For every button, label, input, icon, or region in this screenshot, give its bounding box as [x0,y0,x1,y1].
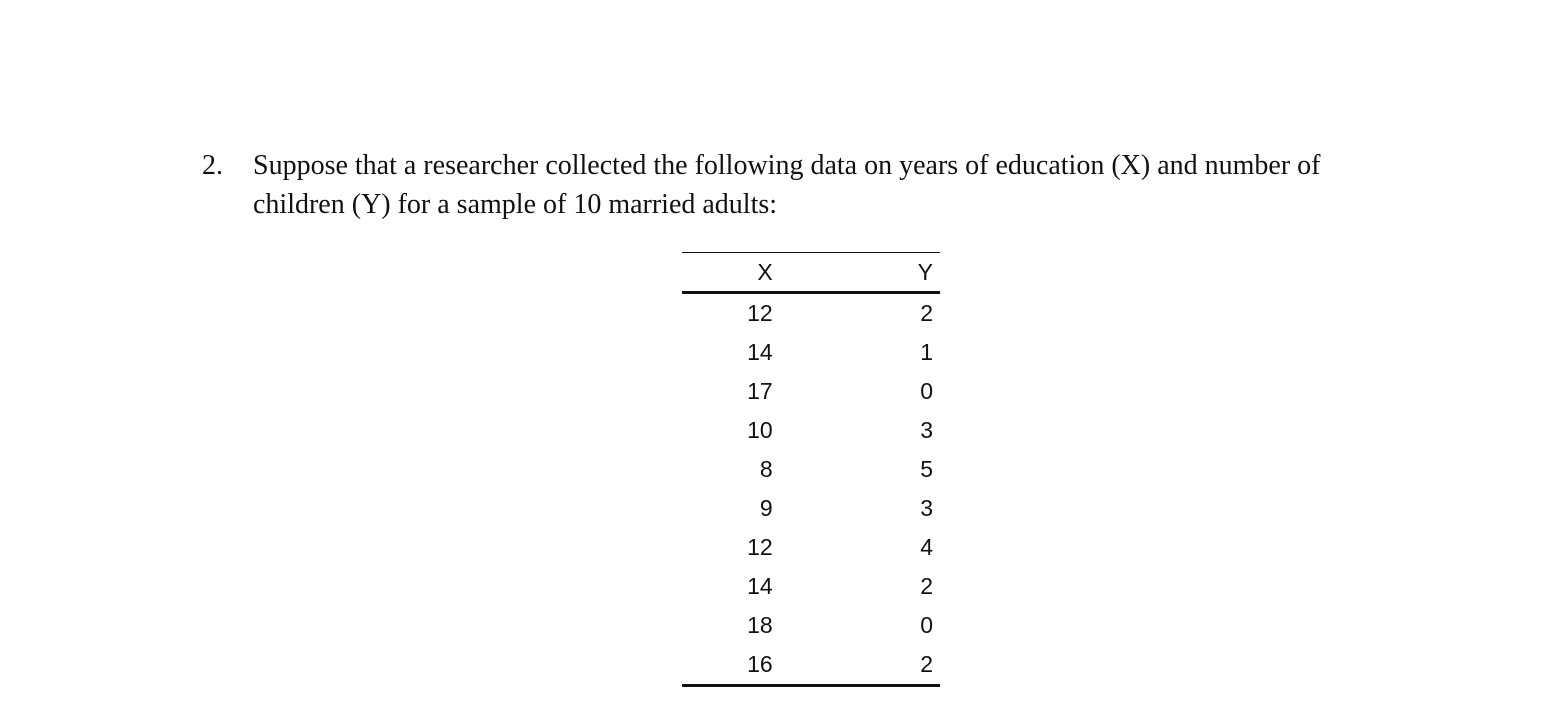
cell-y: 3 [920,417,933,443]
cell-y: 2 [920,651,933,677]
question-number: 2. [202,150,223,181]
table-row [682,528,940,567]
cell-y: 2 [920,573,933,599]
cell-y: 1 [920,339,933,365]
cell-x: 12 [747,300,773,326]
table-row [682,372,940,411]
table-row [682,333,940,372]
table-header-row [682,253,940,293]
cell-x: 18 [747,612,773,638]
table-row [682,567,940,606]
data-table [682,252,940,687]
cell-x: 14 [747,573,773,599]
cell-x: 12 [747,534,773,560]
cell-x: 16 [747,651,773,677]
cell-y: 2 [920,300,933,326]
cell-x: 10 [747,417,773,443]
table-row [682,606,940,645]
cell-y: 0 [920,612,933,638]
cell-x: 9 [759,495,773,521]
cell-y: 4 [920,534,933,560]
cell-x: 14 [747,339,773,365]
table-row [682,489,940,528]
table-row [682,411,940,450]
cell-y: 3 [920,495,933,521]
table-row [682,293,940,334]
table-row [682,450,940,489]
cell-x: 17 [747,378,773,404]
table-row [682,645,940,686]
cell-y: 5 [920,456,933,482]
header-y: Y [917,258,933,285]
cell-x: 8 [759,456,773,482]
header-x: X [757,258,773,285]
question-text: Suppose that a researcher collected the following data on years of education (X) and number of children (Y) for a sample of 10 married adults: [253,150,1321,220]
cell-y: 0 [920,378,933,404]
